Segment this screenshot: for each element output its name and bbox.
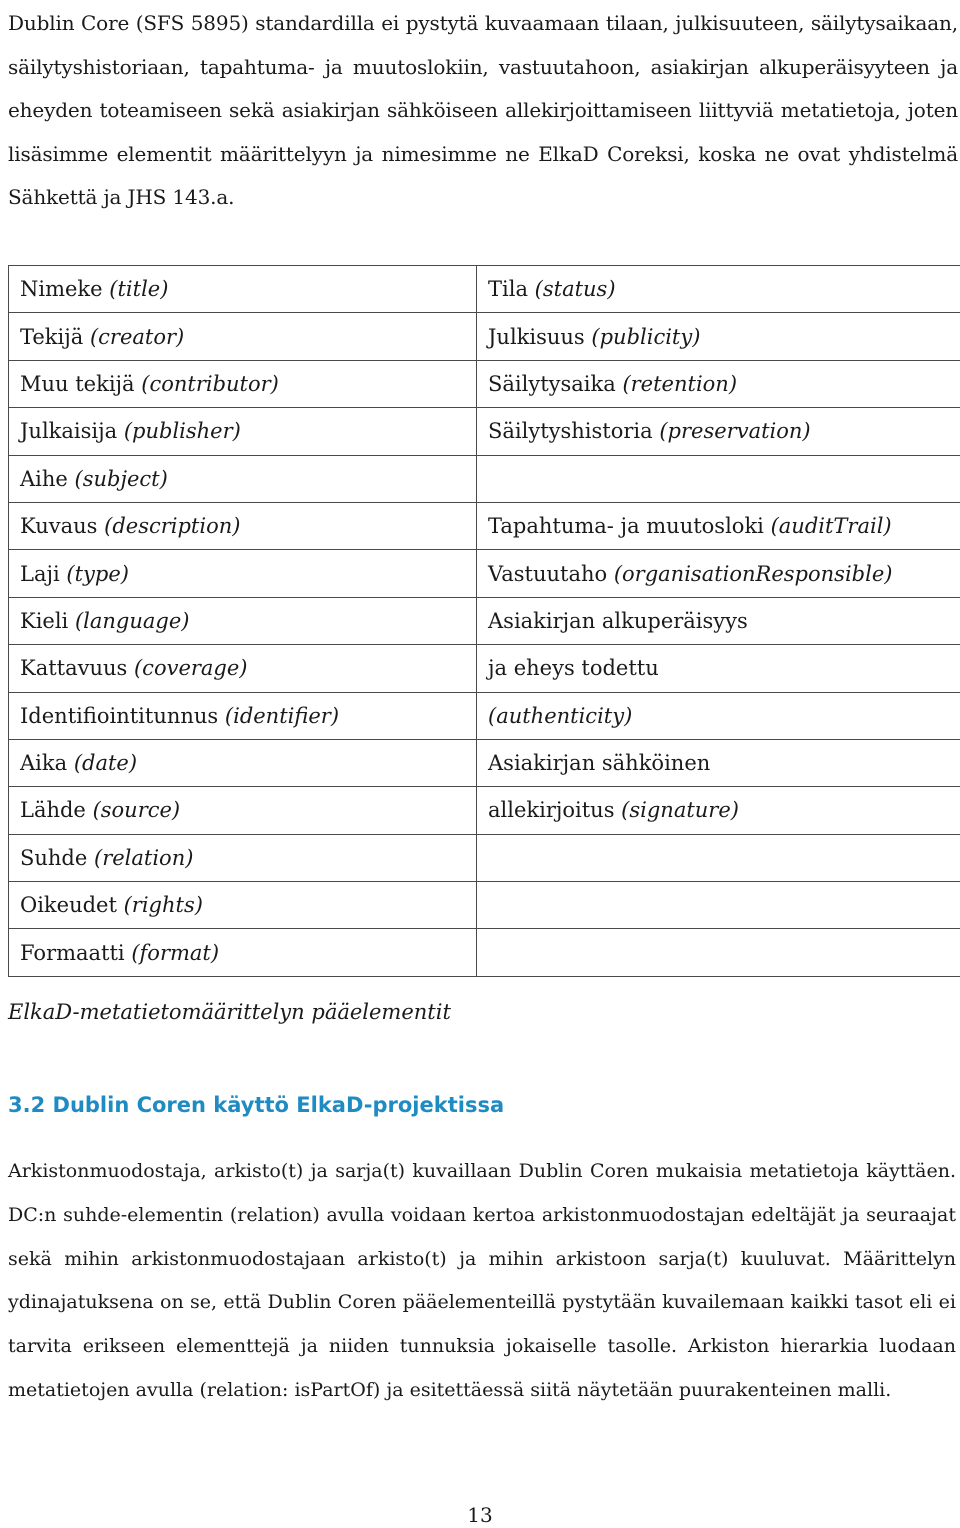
left-cell bbox=[9, 739, 477, 786]
intro-paragraph: Dublin Core (SFS 5895) standardilla ei pystytä kuvaamaan tilaan, julkisuuteen, säilytysaikaan, säilytyshistoriaan, tapahtuma- ja muutoslokiin, vastuutahoon, asiakirjan alkuperäisyyteen ja eheyden toteamiseen sekä asiakirjan sähköiseen allekirjoittamiseen liittyviä metatietoja, joten lisäsimme elementit määrittelyyn ja nimesimme ne ElkaD Coreksi, koska ne ovat yhdistelmä Sähkettä ja JHS 143.a. bbox=[8, 11, 958, 209]
element-name: Tila bbox=[488, 277, 528, 302]
element-name: Lähde bbox=[20, 798, 86, 823]
element-name: Suhde bbox=[20, 845, 88, 870]
element-name: allekirjoitus bbox=[488, 798, 615, 823]
element-name: Muu tekijä bbox=[20, 371, 135, 396]
left-cell bbox=[9, 408, 477, 455]
left-cell bbox=[9, 455, 477, 502]
table-row bbox=[9, 360, 960, 407]
left-cell bbox=[9, 360, 477, 407]
left-cell bbox=[9, 550, 477, 597]
element-english-name: (date) bbox=[73, 751, 138, 776]
element-english-name: (subject) bbox=[74, 466, 168, 491]
table-row bbox=[9, 882, 960, 929]
element-name: Aihe bbox=[20, 466, 68, 491]
right-cell bbox=[477, 313, 960, 360]
element-name: Julkaisija bbox=[20, 419, 118, 444]
table-row bbox=[9, 645, 960, 692]
element-name: Aika bbox=[20, 751, 68, 776]
table-row bbox=[9, 502, 960, 549]
element-name: Julkisuus bbox=[488, 324, 585, 349]
element-name: Tekijä bbox=[20, 324, 84, 349]
right-cell bbox=[477, 266, 960, 313]
right-cell bbox=[477, 360, 960, 407]
element-name: Asiakirjan sähköinen bbox=[488, 751, 711, 776]
left-cell bbox=[9, 834, 477, 881]
table-row bbox=[9, 787, 960, 834]
table-row bbox=[9, 266, 960, 313]
table-row bbox=[9, 929, 960, 976]
right-cell bbox=[477, 408, 960, 455]
element-name: Laji bbox=[20, 561, 60, 586]
page-number: 13 bbox=[467, 1503, 493, 1527]
element-english-name: (preservation) bbox=[659, 419, 811, 444]
left-cell bbox=[9, 502, 477, 549]
right-cell bbox=[477, 645, 960, 692]
element-english-name: (title) bbox=[109, 277, 169, 302]
element-english-name: (publicity) bbox=[591, 324, 701, 349]
right-cell bbox=[477, 929, 960, 976]
right-cell bbox=[477, 882, 960, 929]
element-english-name: (relation) bbox=[94, 845, 194, 870]
element-name: Oikeudet bbox=[20, 893, 117, 918]
element-name: Nimeke bbox=[20, 277, 103, 302]
right-cell bbox=[477, 692, 960, 739]
element-english-name: (language) bbox=[74, 608, 190, 633]
left-cell bbox=[9, 597, 477, 644]
element-english-name: (authenticity) bbox=[488, 703, 633, 728]
left-cell bbox=[9, 645, 477, 692]
element-english-name: (signature) bbox=[621, 798, 739, 823]
element-english-name: (rights) bbox=[123, 893, 203, 918]
table-row bbox=[9, 408, 960, 455]
table-row bbox=[9, 550, 960, 597]
right-cell bbox=[477, 739, 960, 786]
element-name: Formaatti bbox=[20, 940, 125, 965]
element-name: Asiakirjan alkuperäisyys bbox=[488, 608, 748, 633]
table-row bbox=[9, 313, 960, 360]
element-name: Kattavuus bbox=[20, 656, 128, 681]
table-row bbox=[9, 834, 960, 881]
element-english-name: (source) bbox=[92, 798, 181, 823]
element-name: Kieli bbox=[20, 608, 69, 633]
element-english-name: (description) bbox=[104, 514, 241, 539]
element-name: Identifiointitunnus bbox=[20, 703, 219, 728]
right-cell bbox=[477, 834, 960, 881]
table-row bbox=[9, 597, 960, 644]
section-body-paragraph: Arkistonmuodostaja, arkisto(t) ja sarja(t) kuvaillaan Dublin Coren mukaisia metatietoja käyttäen. DC:n suhde-elementin (relation) avulla voidaan kertoa arkistonmuodostajan edeltäjät ja seuraajat sekä mihin arkistonmuodostajaan arkisto(t) ja mihin arkistoon sarja(t) kuuluvat. Määrittelyn ydinajatuksena on se, että Dublin Coren pääelementeillä pystytään kuvailemaan kaikki tasot eli ei tarvita erikseen elementtejä ja niiden tunnuksia jokaiselle tasolle. Arkiston hierarkia luodaan metatietojen avulla (relation: isPartOf) ja esitettäessä siitä näytetään puurakenteinen malli. bbox=[8, 1160, 956, 1401]
element-english-name: (coverage) bbox=[133, 656, 248, 681]
element-name: Vastuutaho bbox=[488, 561, 608, 586]
table-row bbox=[9, 455, 960, 502]
right-cell bbox=[477, 455, 960, 502]
element-english-name: (retention) bbox=[622, 371, 738, 396]
element-english-name: (status) bbox=[534, 277, 616, 302]
left-cell bbox=[9, 787, 477, 834]
element-name: Tapahtuma- ja muutosloki bbox=[488, 514, 764, 539]
metadata-table-body bbox=[9, 266, 960, 977]
table-caption: ElkaD-metatietomäärittelyn pääelementit bbox=[8, 1000, 451, 1024]
element-english-name: (creator) bbox=[89, 324, 185, 349]
left-cell bbox=[9, 266, 477, 313]
element-name: Kuvaus bbox=[20, 514, 98, 539]
left-cell bbox=[9, 313, 477, 360]
element-english-name: (organisationResponsible) bbox=[613, 561, 893, 586]
right-cell bbox=[477, 597, 960, 644]
section-heading: 3.2 Dublin Coren käyttö ElkaD-projektissa bbox=[8, 1093, 505, 1117]
element-english-name: (contributor) bbox=[141, 371, 279, 396]
right-cell bbox=[477, 550, 960, 597]
element-english-name: (format) bbox=[131, 940, 220, 965]
table-row bbox=[9, 739, 960, 786]
right-cell bbox=[477, 787, 960, 834]
table-row bbox=[9, 692, 960, 739]
left-cell bbox=[9, 929, 477, 976]
left-cell bbox=[9, 882, 477, 929]
element-english-name: (type) bbox=[66, 561, 129, 586]
element-english-name: (identifier) bbox=[224, 703, 340, 728]
element-english-name: (auditTrail) bbox=[770, 514, 892, 539]
element-english-name: (publisher) bbox=[123, 419, 241, 444]
element-name: ja eheys todettu bbox=[488, 656, 659, 681]
left-cell bbox=[9, 692, 477, 739]
right-cell bbox=[477, 502, 960, 549]
metadata-elements-table bbox=[8, 265, 960, 977]
element-name: Säilytyshistoria bbox=[488, 419, 653, 444]
element-name: Säilytysaika bbox=[488, 371, 616, 396]
